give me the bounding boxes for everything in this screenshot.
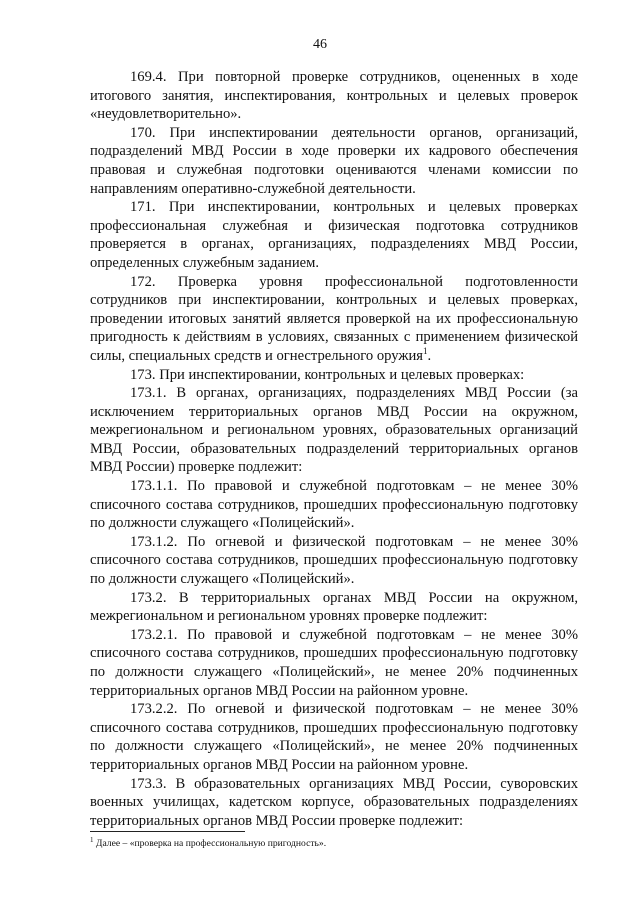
paragraph-169-4: 169.4. При повторной проверке сотрудников, оцененных в ходе итогового занятия, инспектирования, контрольных и целевых проверок «неудовлетворительно». [90,69,578,123]
paragraph-172 [90,273,578,366]
paragraph-173-3: 173.3. В образовательных организациях МВД России, суворовских военных училищах, кадетском корпусе, образовательных подразделениях территориальных органов МВД России проверке подлежит: [90,775,578,829]
paragraph-172-end: . [427,347,432,364]
paragraph-173: 173. При инспектировании, контрольных и целевых проверках: [130,366,525,383]
paragraph-173-1: 173.1. В органах, организациях, подразделениях МВД России (за исключением территориальных органов МВД России на окружном, межрегиональном и региональном уровнях, образовательных организаций МВД России, образовательных подразделений территориальных органов МВД России) проверке подлежит: [90,385,578,476]
paragraph-173-1-2: 173.1.2. По огневой и физической подготовкам – не менее 30% списочного состава сотрудников, прошедших профессиональную подготовку по должности служащего «Полицейский». [90,533,578,588]
paragraph-170: 170. При инспектировании деятельности органов, организаций, подразделений МВД России в ходе проверки их кадрового обеспечения правовая и служебная подготовки оцениваются членами комиссии по направлениям оперативно-служебной деятельности. [90,124,578,197]
paragraph-173-2: 173.2. В территориальных органах МВД России на окружном, межрегиональном и региональном уровнях проверке подлежит: [90,589,578,625]
footnote-reference: 1 [422,346,428,357]
paragraph-171: 171. При инспектировании, контрольных и целевых проверках профессиональная служебная и физическая подготовка сотрудников проверяется в органах, организациях, подразделениях МВД России, определенных служебным заданием. [90,199,578,271]
paragraph-173-2-1: 173.2.1. По правовой и служебной подготовкам – не менее 30% списочного состава сотрудников, прошедших профессиональную подготовку по должности служащего «Полицейский», не менее 20% подчиненных территориальных органов МВД России на районном уровне. [90,626,578,699]
footnote-text: Далее – «проверка на профессиональную пригодность». [95,838,327,849]
footnote-marker: 1 [90,835,94,844]
paragraph-173-1-1: 173.1.1. По правовой и служебной подготовкам – не менее 30% списочного состава сотрудников, прошедших профессиональную подготовку по должности служащего «Полицейский». [90,478,578,532]
document-body [90,68,578,830]
footnote-separator [90,831,245,832]
page-number: 46 [313,37,327,52]
paragraph-172-text: 172. Проверка уровня профессиональной подготовленности сотрудников при инспектировании, контрольных и целевых проверках, проведении итоговых занятий является проверкой на их профессиональную пригодность к действиям в условиях, связанных с применением физической силы, специальных средств и огнестрельного оружия [90,273,578,364]
footnote [90,835,578,850]
paragraph-173-2-2: 173.2.2. По огневой и физической подготовкам – не менее 30% списочного состава сотрудников, прошедших профессиональную подготовку по должности служащего «Полицейский», не менее 20% подчиненных территориальных органов МВД России на районном уровне. [90,701,578,773]
